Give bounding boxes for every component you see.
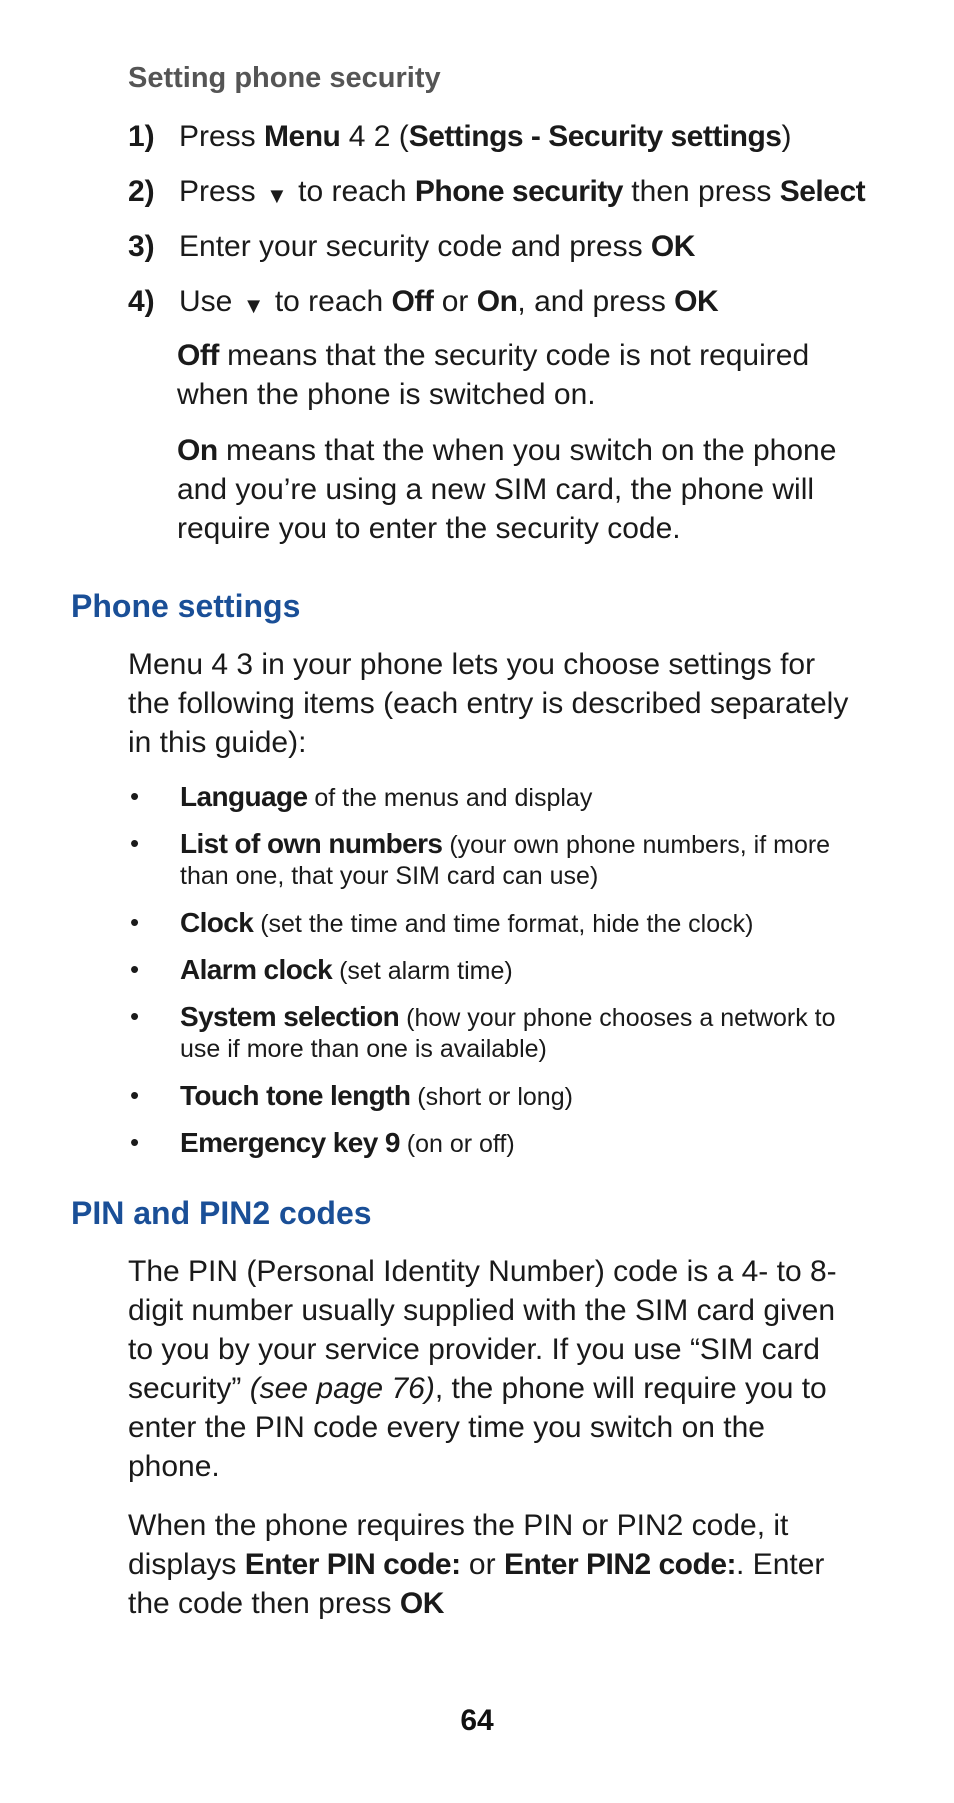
bullet-icon: • <box>130 954 140 984</box>
bullet-icon: • <box>130 828 140 858</box>
phone-settings-intro: Menu 4 3 in your phone lets you choose settings for the following items (each entry is described separately in this guide): <box>128 648 849 759</box>
on-keyword: On <box>476 285 518 318</box>
manual-page: Setting phone security 1) Press Menu 4 2 (Settings - Security settings) 2) Press ▼ to reach Phone security then press Select 3) Enter your security code and press OK 4) Use ▼ to reach Off or On, and press OK Off means that the security code is not required when the phone is switched on. On means that the when you switch on the phone and you’re using a new SIM card, the phone will require you to enter the security code. Phone settings Menu 4 3 in your phone lets you choose settings for the following items (each entry is described separately in this guide): • Language of the menus and display • List of own numbers (your own phone numbers, if more than one, that your SIM card can use) • Clock (set the time and time format, hide the clock) • Alarm clock (set alarm time) • System selection (how your phone chooses a network to use if more than one is available) • Touch tone length (short or long) • Emergency key 9 (on or off) PIN and PIN2 codes The PIN (Personal Identity Number) code is a 4- to 8-digit number usually supplied with the SIM card given to you by your service provider. If you use “SIM card security” (see page 76), the phone will require you to enter the PIN code every time you switch on the phone. When the phone requires the PIN or PIN2 code, it displays Enter PIN code: or Enter PIN2 code:. Enter the code then press OK 64 <box>0 0 954 1803</box>
setting-phone-security-heading: Setting phone security <box>128 62 441 94</box>
off-keyword: Off <box>177 339 219 372</box>
page-number: 64 <box>460 1704 494 1737</box>
select-keyword: Select <box>779 175 866 208</box>
phone-security-keyword: Phone security <box>414 175 623 208</box>
down-arrow-icon: ▼ <box>242 293 265 318</box>
step-4: 4) Use ▼ to reach Off or On, and press OK <box>128 283 718 323</box>
bullet-icon: • <box>130 781 140 811</box>
step-2: 2) Press ▼ to reach Phone security then press Select <box>128 173 865 213</box>
off-explanation: Off means that the security code is not required when the phone is switched on. <box>177 339 810 411</box>
settings-keyword: Settings - Security settings <box>408 120 782 153</box>
on-keyword: On <box>177 434 218 467</box>
item-keyword: Touch tone length <box>180 1080 411 1111</box>
item-keyword: Emergency key 9 <box>180 1127 400 1158</box>
step-number: 3) <box>128 230 155 263</box>
off-keyword: Off <box>391 285 434 318</box>
on-explanation: On means that the when you switch on the phone and you’re using a new SIM card, the phone will require you to enter the security code. <box>177 434 837 545</box>
item-keyword: System selection <box>180 1001 400 1032</box>
bullet-icon: • <box>130 1080 140 1110</box>
step-number: 4) <box>128 285 155 318</box>
step-3: 3) Enter your security code and press OK <box>128 228 695 266</box>
enter-pin-keyword: Enter PIN code: <box>244 1548 461 1581</box>
step-number: 1) <box>128 120 155 153</box>
item-keyword: Clock <box>180 907 254 938</box>
enter-pin2-keyword: Enter PIN2 code: <box>503 1548 737 1581</box>
bullet-icon: • <box>130 1001 140 1031</box>
down-arrow-icon: ▼ <box>266 183 288 208</box>
item-keyword: List of own numbers <box>180 828 443 859</box>
step-1: 1) Press Menu 4 2 (Settings - Security settings) <box>128 118 791 156</box>
bullet-icon: • <box>130 1127 140 1157</box>
ok-keyword: OK <box>674 285 719 318</box>
bullet-icon: • <box>130 907 140 937</box>
pin-codes-heading: PIN and PIN2 codes <box>71 1195 372 1231</box>
item-keyword: Language <box>180 781 308 812</box>
phone-settings-heading: Phone settings <box>71 588 301 624</box>
ok-keyword: OK <box>399 1587 444 1620</box>
item-keyword: Alarm clock <box>180 954 333 985</box>
pin-prompt-description: When the phone requires the PIN or PIN2 code, it displays Enter PIN code: or Enter PIN2 code:. Enter the code then press OK <box>128 1509 825 1620</box>
menu-keyword: Menu <box>264 120 341 153</box>
ok-keyword: OK <box>650 230 695 263</box>
step-number: 2) <box>128 175 155 208</box>
page-reference: (see page 76) <box>249 1372 435 1405</box>
pin-description: The PIN (Personal Identity Number) code is a 4- to 8-digit number usually supplied with the SIM card given to you by your service provider. If you use “SIM card security” (see page 76), the phone will require you to enter the PIN code every time you switch on the phone. <box>128 1255 837 1483</box>
